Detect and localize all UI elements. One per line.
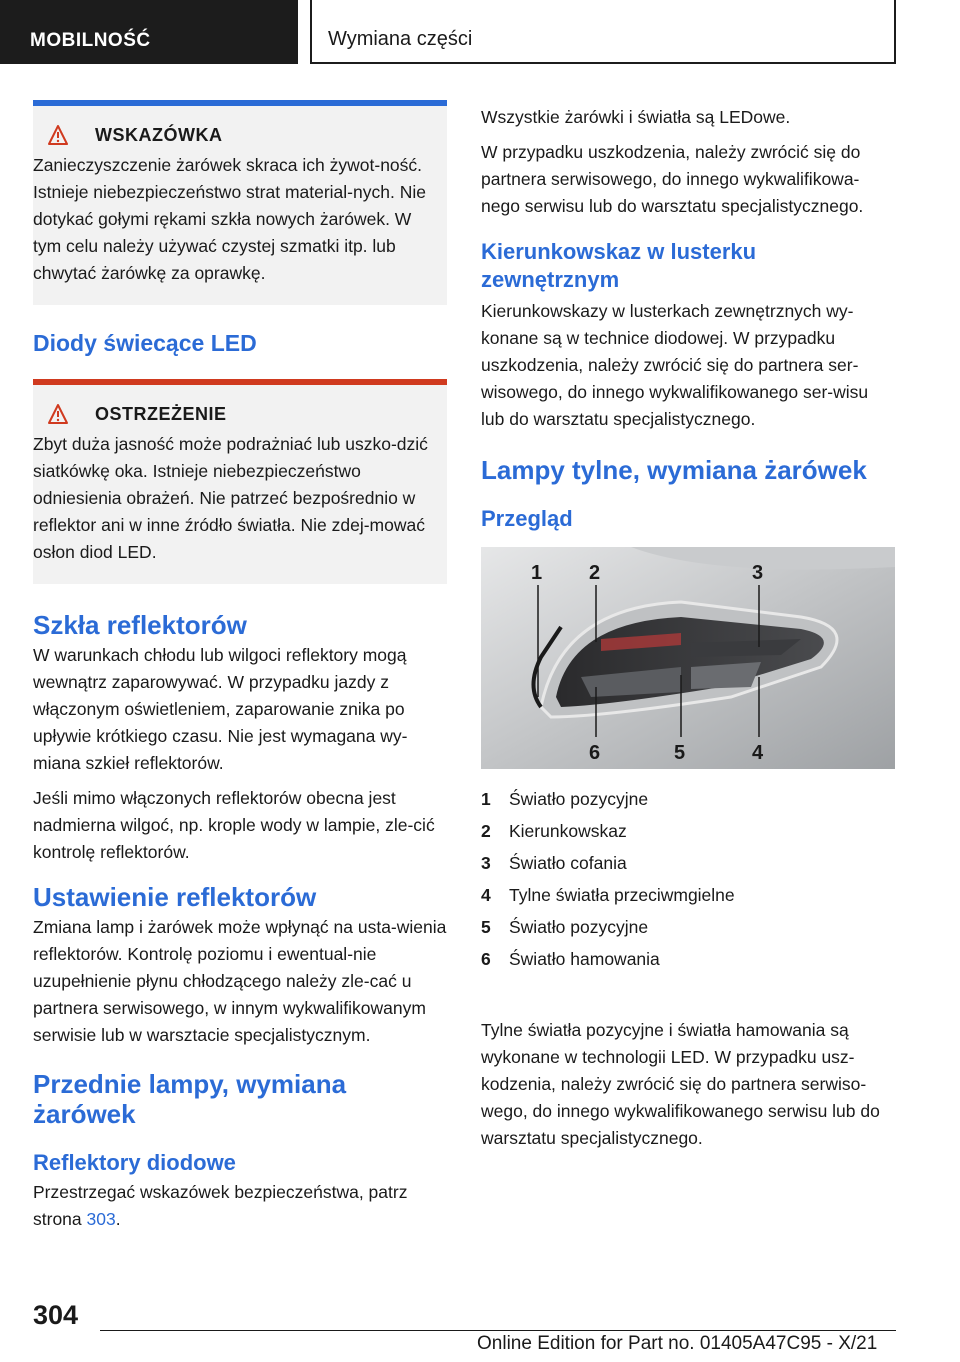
caution-text: Zbyt duża jasność może podrażniać lub uszko-dzić siatkówkę oka. Istnieje niebezpieczeństwo odniesienia obrażeń. Nie patrzeć bezpośrednio w reflektor ani w inne źródło światła. Nie zdej-mować osłon diod LED. <box>33 434 428 562</box>
footer-edition: Online Edition for Part no. 01405A47C95 - X/21 <box>477 1333 878 1354</box>
tail-lamps-heading: Lampy tylne, wymiana żarówek <box>481 455 867 485</box>
note-box <box>33 100 447 305</box>
legend-number: 1 <box>481 789 491 809</box>
legend-label: Światło cofania <box>509 853 627 873</box>
adjust-paragraph: Zmiana lamp i żarówek może wpłynąć na usta-wienia reflektorów. Kontrolę poziomu i ewentual-nie uzupełnienie płynu chłodzącego należy zle-cać u partnera serwisowego, w innym wykwalifikowanym serwisie lub w warsztacie specjalistycznym. <box>33 917 447 1045</box>
callout-2: 2 <box>589 562 601 584</box>
legend-number: 2 <box>481 821 491 841</box>
legend-number: 5 <box>481 917 491 937</box>
front-lamps-heading: Przednie lampy, wymiana żarówek <box>33 1069 347 1129</box>
footer-divider <box>100 1330 896 1331</box>
led-headlights-heading: Reflektory diodowe <box>33 1150 236 1175</box>
callout-4: 4 <box>752 742 764 764</box>
mirror-heading: Kierunkowskaz w lusterku zewnętrznym <box>481 239 757 292</box>
legend-number: 4 <box>481 885 491 905</box>
caution-box <box>33 379 447 584</box>
callout-5: 5 <box>674 742 686 764</box>
intro-paragraph-1: Wszystkie żarówki i światła są LEDowe. <box>481 107 791 127</box>
legend-item <box>481 815 895 847</box>
tail-lamp-illustration <box>481 547 895 769</box>
legend-item <box>481 879 895 911</box>
callout-1: 1 <box>531 562 543 584</box>
tail-lamp-figure <box>481 547 895 769</box>
callout-6: 6 <box>589 742 601 764</box>
led-heading: Diody świecące LED <box>33 330 257 356</box>
glass-heading: Szkła reflektorów <box>33 610 247 640</box>
tail-paragraph: Tylne światła pozycyjne i światła hamowania są wykonane w technologii LED. W przypadku usz-kodzenia, należy zwrócić się do partnera serwiso-wego, do innego wykwalifikowanego serwisu lub do warsztatu specjalistycznego. <box>481 1020 880 1148</box>
glass-paragraph-1: W warunkach chłodu lub wilgoci reflektory mogą wewnątrz zaparowywać. W przypadku jazdy z włączonym oświetleniem, zaparowanie znika po upływie krótkiego czasu. Nie jest wymagana wy-miana szkieł reflektorów. <box>33 645 408 773</box>
led-headlights-text-end: . <box>115 1209 121 1229</box>
section-tab: MOBILNOŚĆ <box>0 0 298 64</box>
note-title: WSKAZÓWKA <box>95 124 223 145</box>
led-headlights-paragraph <box>33 1179 447 1233</box>
legend-label: Światło pozycyjne <box>509 917 649 937</box>
led-headlights-text: Przestrzegać wskazówek bezpieczeństwa, patrz strona <box>33 1182 408 1229</box>
page-link[interactable]: 303 <box>86 1209 116 1229</box>
page-number: 304 <box>33 1300 79 1330</box>
legend-label: Kierunkowskaz <box>509 821 627 841</box>
adjust-heading: Ustawienie reflektorów <box>33 882 317 912</box>
legend-number: 6 <box>481 949 491 969</box>
right-column <box>481 104 895 1152</box>
warning-triangle-icon <box>47 403 81 425</box>
legend-item <box>481 847 895 879</box>
chapter-tab: Wymiana części <box>310 0 896 64</box>
legend-label: Tylne światła przeciwmgielne <box>509 885 735 905</box>
caution-title: OSTRZEŻENIE <box>95 403 227 424</box>
left-column <box>33 100 447 1233</box>
mirror-paragraph: Kierunkowskazy w lusterkach zewnętrznych wy-konane są w technice diodowej. W przypadku uszkodzenia, należy zwrócić się do partnera ser-wisowego, do innego wykwalifikowanego ser-wisu lub do warsztatu specjalistycznego. <box>481 301 869 429</box>
intro-paragraph-2: W przypadku uszkodzenia, należy zwrócić się do partnera serwisowego, do innego wykwalifikowa-nego serwisu lub do warsztatu specjalistycznego. <box>481 142 864 216</box>
callout-3: 3 <box>752 562 764 584</box>
legend-number: 3 <box>481 853 491 873</box>
warning-triangle-icon <box>47 124 81 146</box>
note-text: Zanieczyszczenie żarówek skraca ich żywot-ność. Istnieje niebezpieczeństwo strat material-nych. Nie dotykać gołymi rękami szkła nowych żarówek. W tym celu należy używać czystej szmatki itp. lub chwytać żarówkę za oprawkę. <box>33 155 426 283</box>
legend-list <box>481 783 895 975</box>
legend-item <box>481 943 895 975</box>
legend-item <box>481 783 895 815</box>
legend-item <box>481 911 895 943</box>
legend-label: Światło pozycyjne <box>509 789 649 809</box>
overview-heading: Przegląd <box>481 506 573 531</box>
legend-label: Światło hamowania <box>509 949 660 969</box>
glass-paragraph-2: Jeśli mimo włączonych reflektorów obecna jest nadmierna wilgoć, np. krople wody w lampie, zle-cić kontrolę reflektorów. <box>33 788 435 862</box>
